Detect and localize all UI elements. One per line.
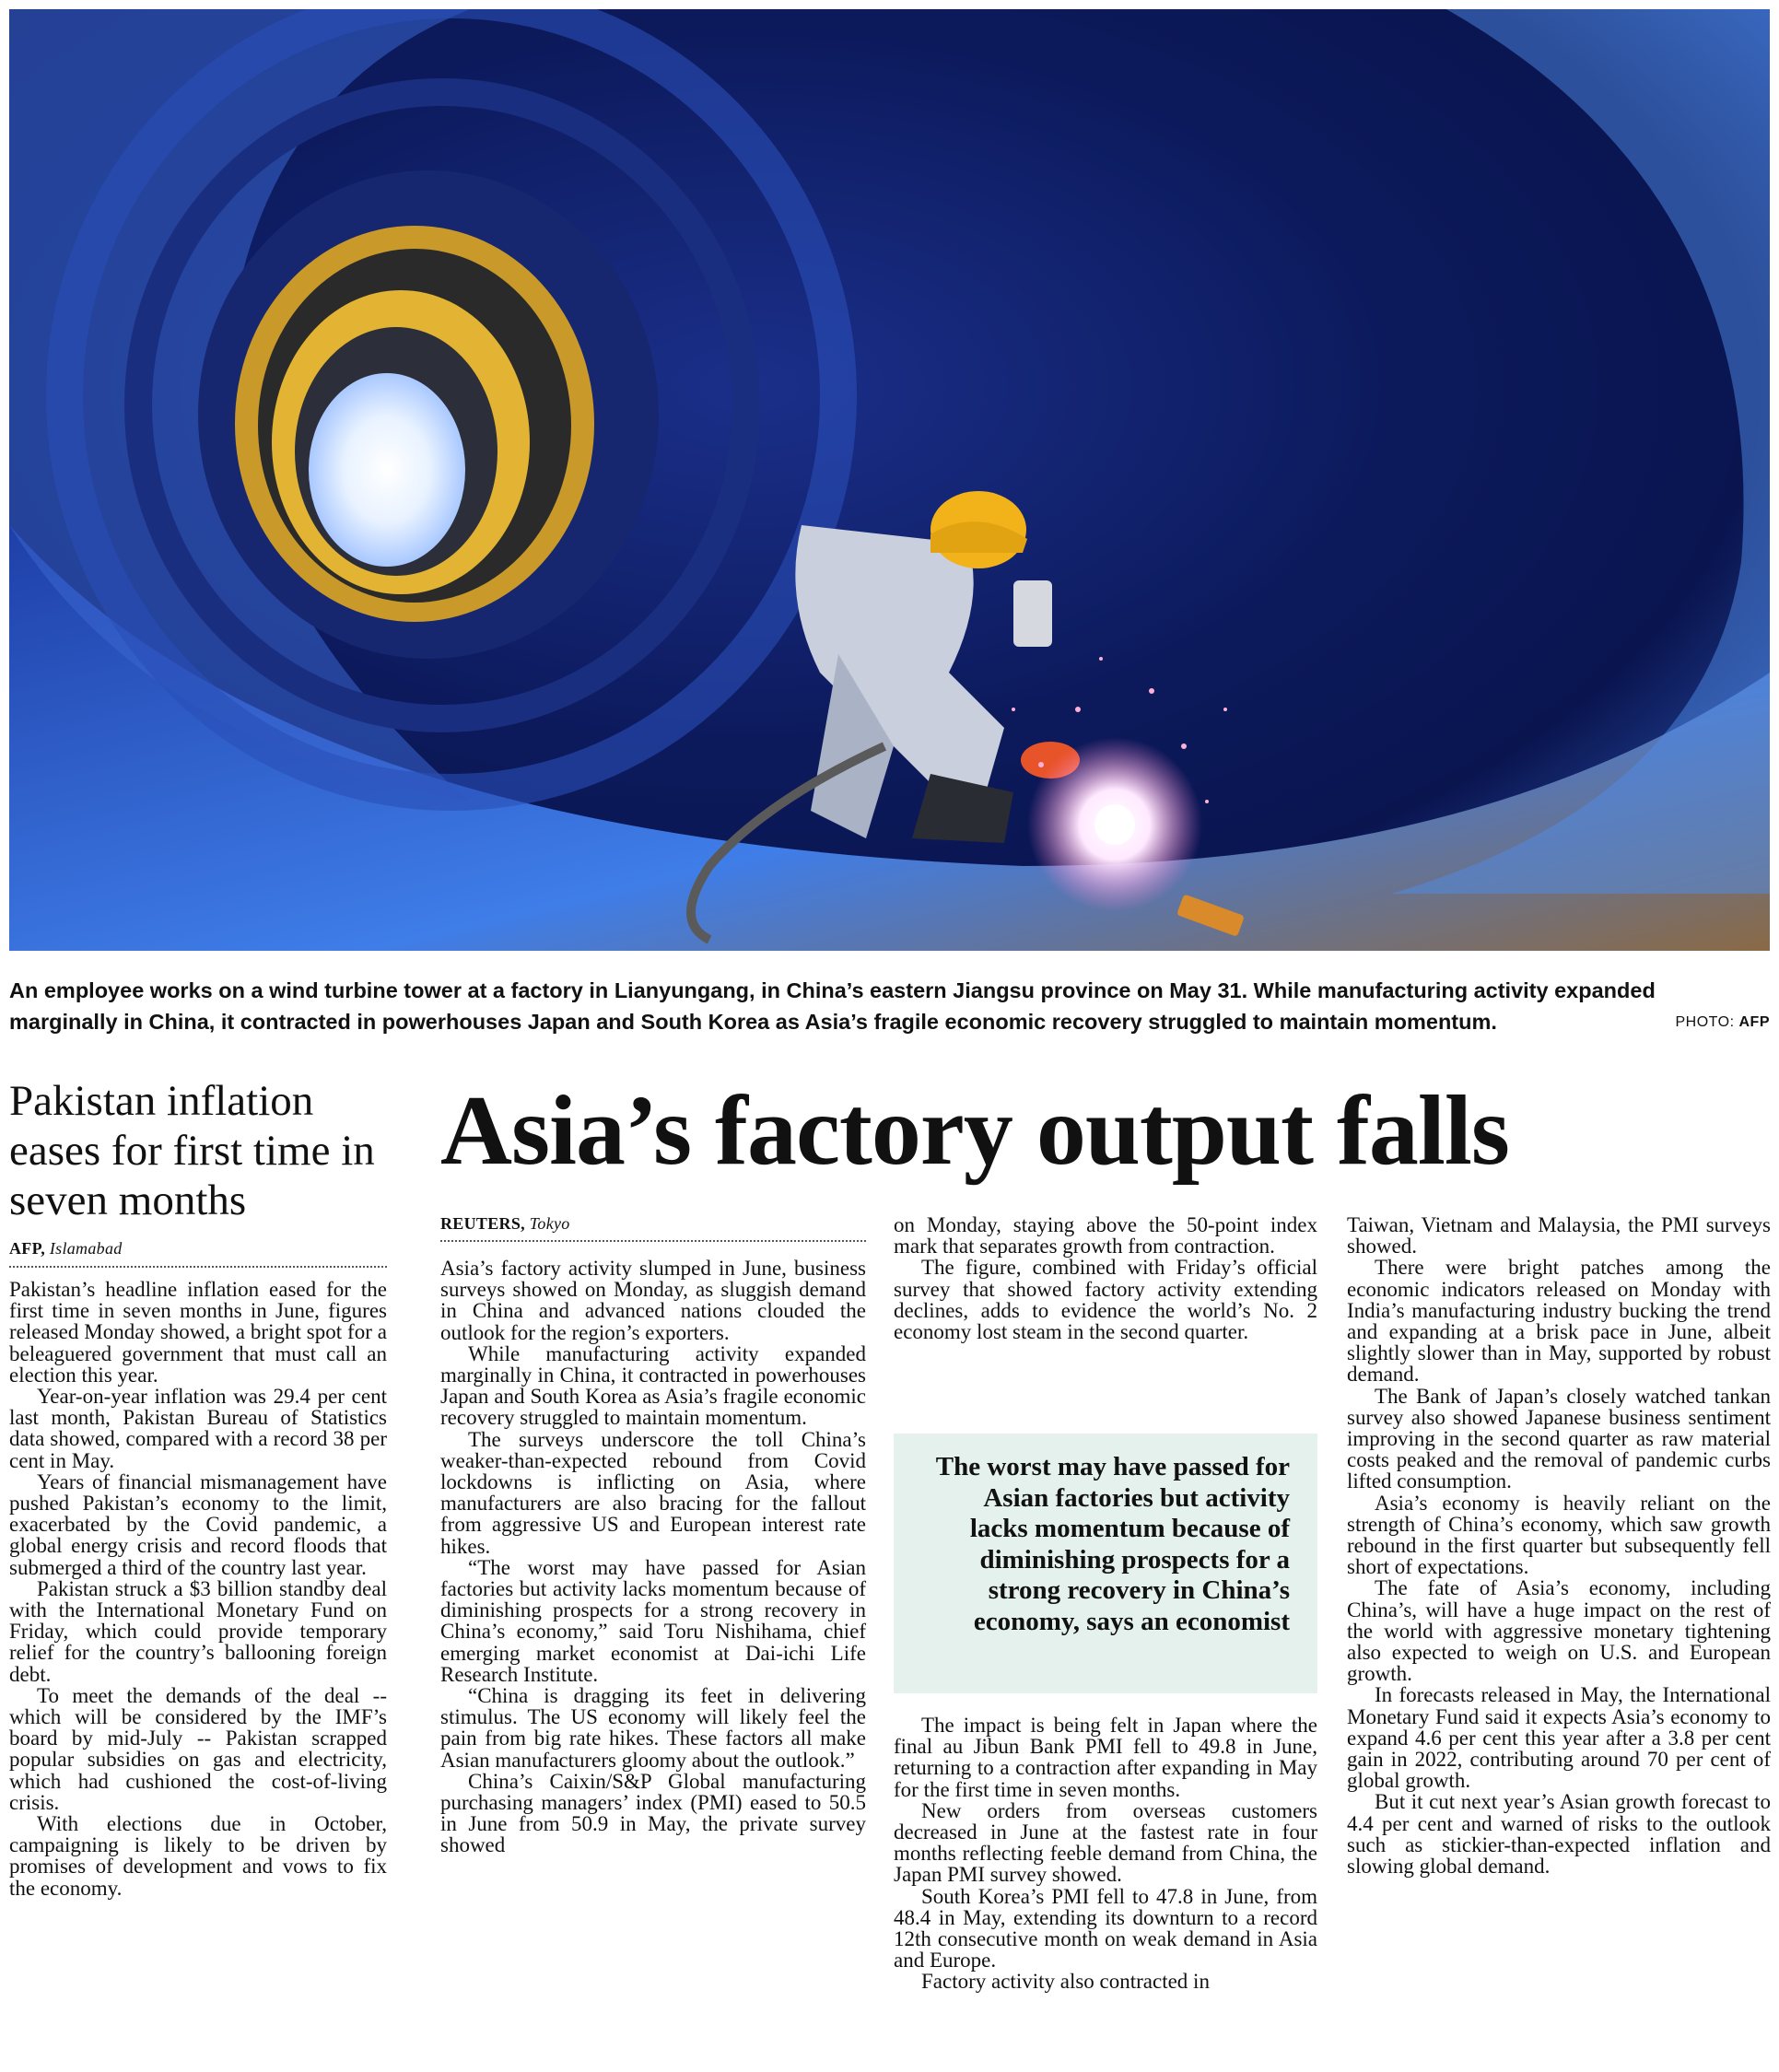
- main-byline-place: Tokyo: [529, 1214, 570, 1233]
- side-story-body: [9, 1279, 387, 1899]
- main-paragraph: “China is dragging its feet in delivering stimulus. The US economy will likely feel the pain from big rate hikes. These factors all make Asian manufacturers gloomy about the outlook.”: [440, 1684, 866, 1772]
- main-column-1: [440, 1258, 866, 1856]
- main-column-3: [1347, 1214, 1771, 1877]
- main-column-2-top: [894, 1214, 1317, 1342]
- main-paragraph: Asia’s factory activity slumped in June, business surveys showed on Monday, as sluggish demand in China and advanced nations clouded the outlook for the region’s exporters.: [440, 1257, 866, 1344]
- side-paragraph: Year-on-year inflation was 29.4 per cent last month, Pakistan Bureau of Statistics data showed, compared with a record 38 per cent in May.: [9, 1385, 387, 1472]
- main-paragraph: Factory activity also contracted in: [921, 1970, 1210, 1994]
- side-story-byline: [9, 1239, 123, 1258]
- side-paragraph: Years of financial mismanagement have pushed Pakistan’s economy to the limit, exacerbated by the Covid pandemic, a global energy crisis and record floods that submerged a third of the country last year.: [9, 1469, 387, 1579]
- main-paragraph: New orders from overseas customers decreased in June at the fastest rate in four months reflecting feeble demand from China, the Japan PMI survey showed.: [894, 1798, 1317, 1887]
- main-paragraph: “The worst may have passed for Asian factories but activity lacks momentum because of diminishing prospects for a strong recovery in China’s economy,” said Toru Nishihama, chief emerging market economist at Dai-ichi Life Research Institute.: [440, 1555, 866, 1686]
- main-byline-rule: [440, 1240, 866, 1242]
- main-paragraph: China’s Caixin/S&P Global manufacturing purchasing managers’ index (PMI) eased to 50.5 in June from 50.9 in May, the private survey showed: [440, 1769, 866, 1857]
- main-paragraph: South Korea’s PMI fell to 47.8 in June, from 48.4 in May, extending its downturn to a record 12th consecutive month on weak demand in Asia and Europe.: [894, 1884, 1317, 1972]
- main-story-byline: [440, 1214, 570, 1234]
- side-byline-rule: [9, 1266, 387, 1268]
- main-paragraph: The Bank of Japan’s closely watched tankan survey also showed Japanese business sentiment improving in the second quarter as raw material costs peaked and the removal of pandemic curbs lifted consumption.: [1347, 1384, 1771, 1493]
- side-byline-place: Islamabad: [49, 1239, 123, 1258]
- main-paragraph: There were bright patches among the economic indicators released on Monday with India’s manufacturing industry bucking the trend and expanding at a brisk pace in June, albeit slightly slower than in May, supported by robust demand.: [1347, 1256, 1771, 1387]
- main-column-2-bottom: [894, 1715, 1317, 1993]
- side-paragraph: Pakistan’s headline inflation eased for the first time in seven months in June, figures released Monday showed, a bright spot for a beleaguered government that must call an election this year.: [9, 1278, 387, 1387]
- main-paragraph: Taiwan, Vietnam and Malaysia, the PMI surveys showed.: [1347, 1213, 1771, 1258]
- main-paragraph: The impact is being felt in Japan where the final au Jibun Bank PMI fell to 49.8 in June, returning to a contraction after expanding in May for the first time in seven months.: [894, 1714, 1317, 1801]
- side-paragraph: With elections due in October, campaigning is likely to be driven by promises of development and vows to fix the economy.: [9, 1812, 387, 1900]
- main-paragraph: Asia’s economy is heavily reliant on the strength of China’s economy, which saw growth rebound in the first quarter but subsequently fell short of expectations.: [1347, 1491, 1771, 1579]
- main-paragraph: But it cut next year’s Asian growth forecast to 4.4 per cent and warned of risks to the outlook such as stickier-than-expected inflation and slowing global demand.: [1347, 1790, 1771, 1879]
- photo-credit: [1676, 1014, 1771, 1031]
- main-paragraph: The figure, combined with Friday’s official survey that showed factory activity extending declines, adds to evidence the world’s No. 2 economy lost steam in the second quarter.: [894, 1256, 1317, 1344]
- side-story-headline: Pakistan inflation eases for first time in seven months: [9, 1077, 375, 1224]
- lead-photo: [9, 9, 1770, 951]
- side-paragraph: To meet the demands of the deal -- which will be considered by the IMF’s board by mid-July -- Pakistan scrapped popular subsidies on gas and electricity, which had cushioned the cost-of-living crisis.: [9, 1683, 387, 1814]
- photo-caption: An employee works on a wind turbine tower at a factory in Lianyungang, in China’s eastern Jiangsu province on May 31. While manufacturing activity expanded marginally in China, it contracted in powerhouses Japan and South Korea as Asia’s fragile economic recovery struggled to maintain momentum.: [9, 978, 1656, 1034]
- main-byline-agency: REUTERS,: [440, 1214, 525, 1233]
- welder-in-turbine-tower-photo: [9, 9, 1770, 951]
- main-paragraph: While manufacturing activity expanded marginally in China, it contracted in powerhouses Japan and South Korea as Asia’s fragile economic recovery struggled to maintain momentum.: [440, 1341, 866, 1430]
- photo-credit-source: AFP: [1738, 1014, 1770, 1030]
- main-paragraph: on Monday, staying above the 50-point index mark that separates growth from contraction.: [894, 1213, 1317, 1258]
- main-story-headline: Asia’s factory output falls: [440, 1076, 1509, 1186]
- photo-credit-label: PHOTO:: [1675, 1014, 1739, 1030]
- side-paragraph: Pakistan struck a $3 billion standby deal with the International Monetary Fund on Friday, which could provide temporary relief for the country’s ballooning foreign debt.: [9, 1576, 387, 1686]
- pull-quote: The worst may have passed for Asian factories but activity lacks momentum because of diminishing prospects for a strong recovery in China’s economy, says an economist: [894, 1434, 1317, 1693]
- main-paragraph: The surveys underscore the toll China’s weaker-than-expected rebound from Covid lockdowns is inflicting on Asia, where manufacturers are also bracing for the fallout from aggressive US and European interest rate hikes.: [440, 1427, 866, 1558]
- main-paragraph: In forecasts released in May, the International Monetary Fund said it expects Asia’s economy to expand 4.6 per cent this year after a 3.8 per cent gain in 2022, contributing around 70 per cent of global growth.: [1347, 1683, 1771, 1793]
- side-byline-agency: AFP,: [9, 1239, 46, 1258]
- main-paragraph: The fate of Asia’s economy, including China’s, will have a huge impact on the rest of the world with aggressive monetary tightening also expected to weigh on U.S. and European growth.: [1347, 1576, 1771, 1686]
